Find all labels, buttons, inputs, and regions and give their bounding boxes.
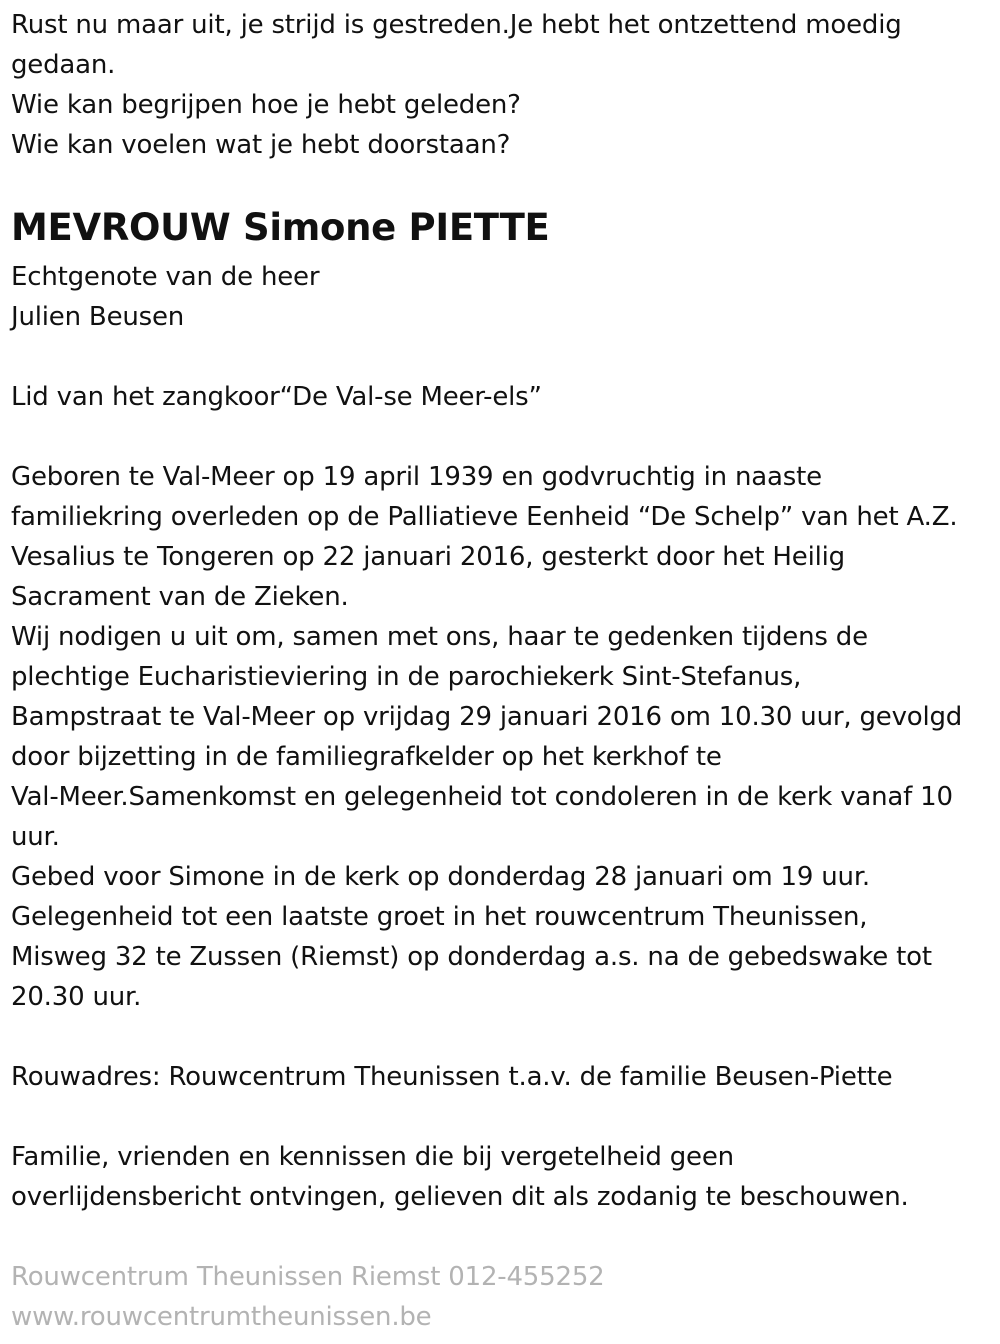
announcement-line: plechtige Eucharistieviering in de parochiekerk Sint-Stefanus, [11, 662, 802, 692]
announcement-line: Geboren te Val-Meer op 19 april 1939 en godvruchtig in naaste [11, 462, 822, 492]
announcement-line: Sacrament van de Zieken. [11, 582, 349, 612]
poem [11, 0, 996, 165]
footer [11, 1257, 996, 1337]
announcement-line: Bampstraat te Val-Meer op vrijdag 29 januari 2016 om 10.30 uur, gevolgd [11, 702, 963, 732]
footer-website-link[interactable]: www.rouwcentrumtheunissen.be [11, 1302, 432, 1332]
announcement-line: uur. [11, 822, 60, 852]
footer-company: Rouwcentrum Theunissen Riemst 012-455252 [11, 1262, 605, 1292]
announcement-line: Wij nodigen u uit om, samen met ons, haar te gedenken tijdens de [11, 622, 868, 652]
poem-line: Wie kan voelen wat je hebt doorstaan? [11, 130, 511, 160]
mourning-address: Rouwadres: Rouwcentrum Theunissen t.a.v. de familie Beusen-Piette [11, 1062, 893, 1092]
announcement-line: door bijzetting in de familiegrafkelder op het kerkhof te [11, 742, 722, 772]
announcement-line: Misweg 32 te Zussen (Riemst) op donderdag a.s. na de gebedswake tot [11, 942, 932, 972]
announcement-line: Gelegenheid tot een laatste groet in het rouwcentrum Theunissen, [11, 902, 868, 932]
spouse-name: Julien Beusen [11, 302, 185, 332]
announcement-text [11, 457, 996, 1017]
announcement-line: familiekring overleden op de Palliatieve Eenheid “De Schelp” van het A.Z. [11, 502, 958, 532]
obituary-page [11, 0, 996, 1337]
notice-text [11, 1137, 996, 1217]
poem-line: Rust nu maar uit, je strijd is gestreden.Je hebt het ontzettend moedig [11, 10, 902, 40]
announcement-line: 20.30 uur. [11, 982, 142, 1012]
poem-line: gedaan. [11, 50, 116, 80]
announcement-line: Gebed voor Simone in de kerk op donderdag 28 januari om 19 uur. [11, 862, 870, 892]
notice-line: Familie, vrienden en kennissen die bij vergetelheid geen [11, 1142, 734, 1172]
poem-line: Wie kan begrijpen hoe je hebt geleden? [11, 90, 521, 120]
membership-line: Lid van het zangkoor“De Val-se Meer-els” [11, 382, 542, 412]
announcement-line: Vesalius te Tongeren op 22 januari 2016, gesterkt door het Heilig [11, 542, 845, 572]
notice-line: overlijdensbericht ontvingen, gelieven dit als zodanig te beschouwen. [11, 1182, 909, 1212]
deceased-name: MEVROUW Simone PIETTE [11, 206, 550, 249]
announcement-line: Val-Meer.Samenkomst en gelegenheid tot condoleren in de kerk vanaf 10 [11, 782, 953, 812]
spouse-line: Echtgenote van de heer [11, 262, 320, 292]
